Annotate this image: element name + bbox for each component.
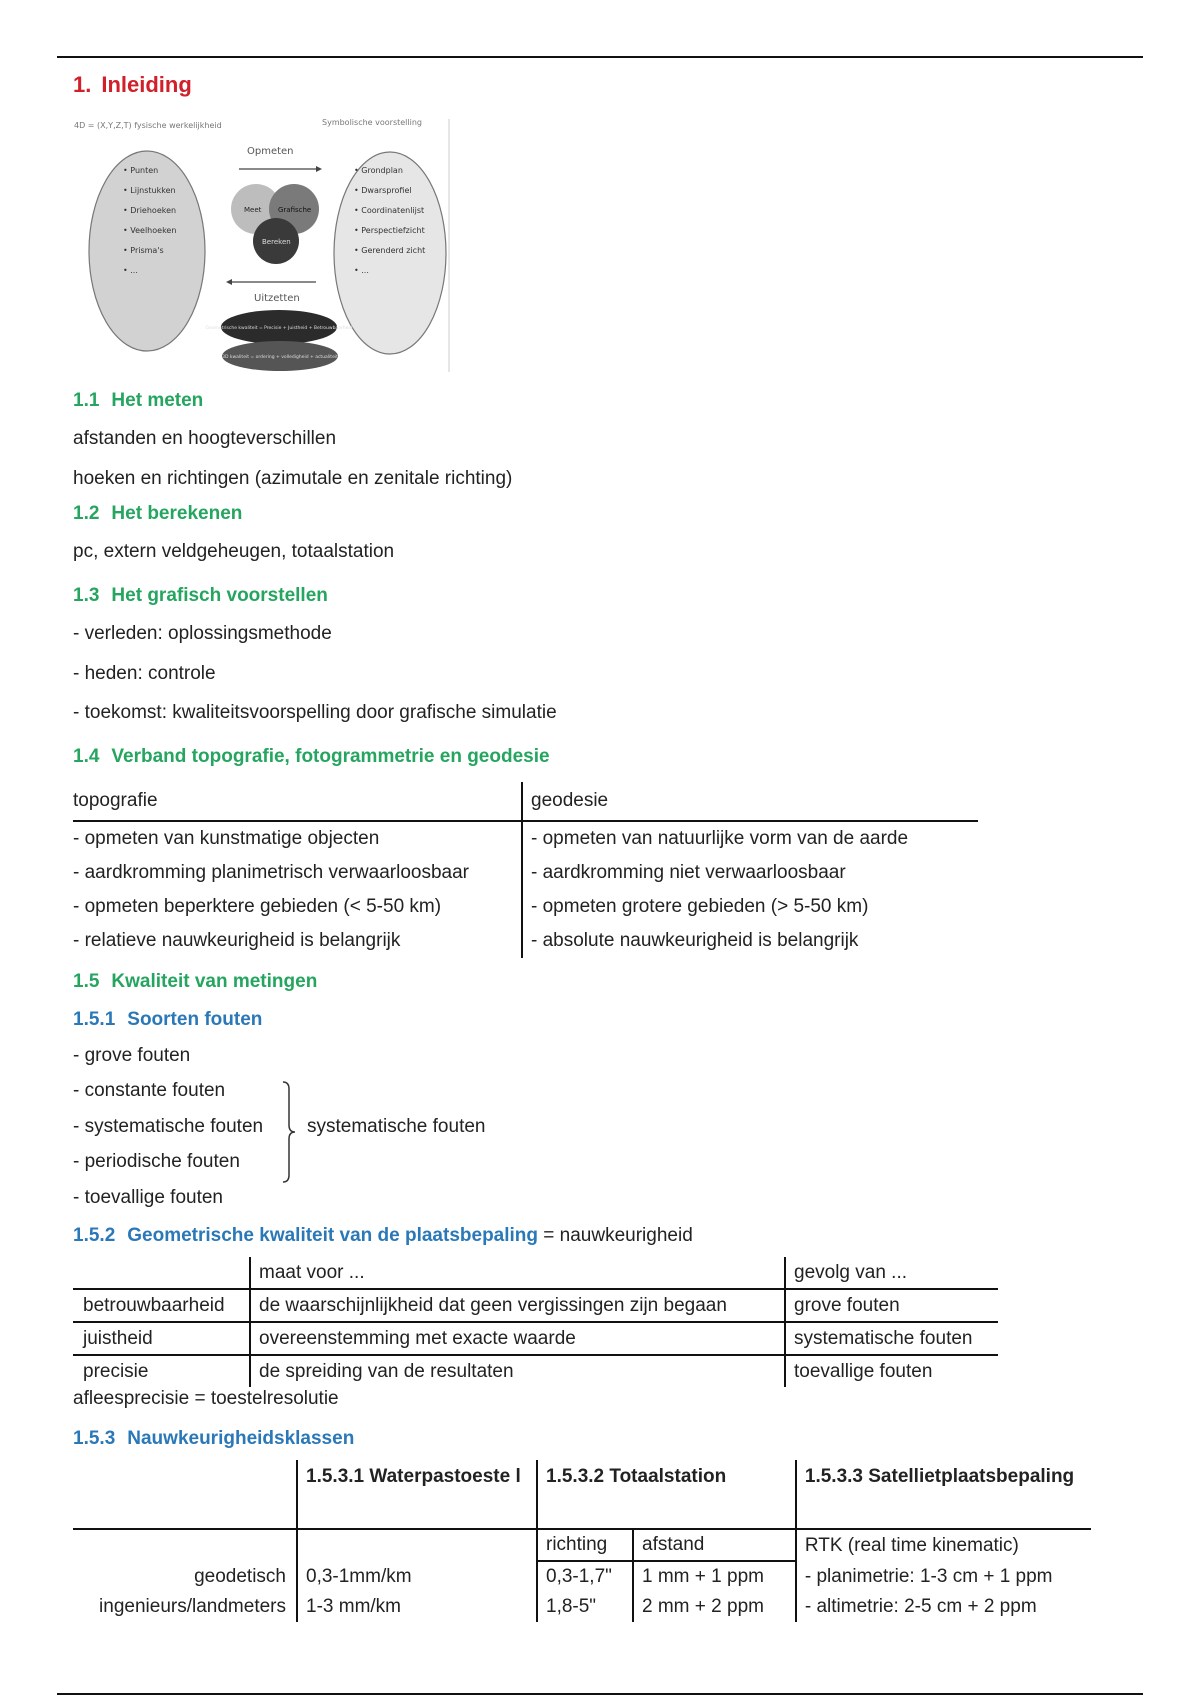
table-cell: betrouwbaarheid — [73, 1289, 250, 1322]
svg-text:Geometrische kwaliteit = Preci: Geometrische kwaliteit = Precisie + Juistheid + Betrouwbaarheid — [205, 326, 353, 331]
list-item: - grove fouten — [73, 1045, 191, 1066]
heading-1-5-1: 1.5.1 Soorten fouten — [73, 1009, 263, 1030]
heading-1-1: 1.1 Het meten — [73, 390, 204, 411]
table-header: 1.5.3.1 Waterpastoeste l — [297, 1460, 537, 1529]
heading-1-5-2: 1.5.2 Geometrische kwaliteit van de plaatsbepaling = nauwkeurigheid — [73, 1225, 693, 1246]
heading-1: 1. Inleiding — [73, 72, 192, 97]
table-cell: - aardkromming planimetrisch verwaarloosbaar — [73, 862, 469, 883]
nauwkeurigheidsklassen-table — [73, 1460, 1091, 1622]
diagram-top-left-label: 4D = (X,Y,Z,T) fysische werkelijkheid — [74, 121, 222, 130]
heading-1-5-3: 1.5.3 Nauwkeurigheidsklassen — [73, 1428, 355, 1449]
svg-text:3D kwaliteit = ordering + voll: 3D kwaliteit = ordering + volledigheid + actualiteit — [222, 355, 338, 360]
table-cell: overeenstemming met exacte waarde — [250, 1322, 785, 1355]
table-header — [73, 1257, 250, 1289]
table-cell: - opmeten beperktere gebieden (< 5-50 km) — [73, 896, 442, 917]
table-header: topografie — [73, 782, 522, 821]
table-cell: ingenieurs/landmeters — [99, 1596, 286, 1617]
brace-label: systematische fouten — [307, 1116, 486, 1137]
left-item: • Veelhoeken — [123, 226, 177, 235]
right-item: • Gerenderd zicht — [354, 246, 426, 255]
table-cell: juistheid — [73, 1322, 250, 1355]
text-line: afstanden en hoogteverschillen — [73, 428, 337, 449]
right-item: • Coordinatenlijst — [354, 206, 425, 215]
table-cell: - aardkromming niet verwaarloosbaar — [522, 856, 978, 890]
top-rule — [57, 56, 1143, 58]
table-cell: - opmeten van natuurlijke vorm van de aarde — [522, 821, 978, 856]
table-cell: 0,3-1,7" — [537, 1561, 633, 1592]
table-row — [73, 1592, 1091, 1622]
table-cell: - opmeten grotere gebieden (> 5-50 km) — [522, 890, 978, 924]
table-row — [73, 1355, 998, 1387]
table-cell: - altimetrie: 2-5 cm + 2 ppm — [796, 1592, 1091, 1622]
table-cell: grove fouten — [785, 1289, 998, 1322]
table-row — [73, 1561, 1091, 1592]
heading-1-2: 1.2 Het berekenen — [73, 503, 243, 524]
list-item: - toevallige fouten — [73, 1187, 223, 1208]
table-row — [73, 1289, 998, 1322]
table-cell: toevallige fouten — [785, 1355, 998, 1387]
right-item: • ... — [354, 266, 369, 275]
list-item: - periodische fouten — [73, 1151, 240, 1172]
table-row — [73, 890, 978, 924]
table-cell: 0,3-1mm/km — [297, 1561, 537, 1592]
table-cell: precisie — [83, 1360, 149, 1382]
table-cell: - planimetrie: 1-3 cm + 1 ppm — [796, 1561, 1091, 1592]
bottom-rule — [57, 1693, 1143, 1695]
right-item: • Dwarsprofiel — [354, 186, 412, 195]
table-cell: systematische fouten — [785, 1322, 998, 1355]
list-item: - constante fouten — [73, 1080, 226, 1101]
left-item: • Punten — [123, 166, 159, 175]
text-line: afleesprecisie = toestelresolutie — [73, 1388, 339, 1409]
text-line: - heden: controle — [73, 663, 216, 684]
table-subheader: richting — [537, 1529, 633, 1561]
table-row — [73, 821, 978, 856]
svg-text:Bereken: Bereken — [262, 238, 291, 246]
measurement-diagram — [72, 115, 457, 372]
table-header: geodesie — [522, 782, 978, 821]
right-item: • Grondplan — [354, 166, 403, 175]
table-header: gevolg van ... — [785, 1257, 998, 1289]
table-subheader: afstand — [633, 1529, 796, 1561]
table-cell: 1,8-5" — [537, 1592, 633, 1622]
table-cell: - opmeten van kunstmatige objecten — [73, 828, 380, 849]
table-cell: 1 mm + 1 ppm — [633, 1561, 796, 1592]
table-row — [73, 924, 978, 958]
svg-text:Meet: Meet — [244, 206, 262, 214]
table-cell: de spreiding van de resultaten — [250, 1355, 785, 1387]
table-cell: geodetisch — [194, 1565, 286, 1587]
left-item: • ... — [123, 266, 138, 275]
left-item: • Prisma's — [123, 246, 164, 255]
table-row — [73, 856, 978, 890]
right-item: • Perspectiefzicht — [354, 226, 425, 235]
text-line: hoeken en richtingen (azimutale en zenitale richting) — [73, 468, 513, 489]
table-cell: 2 mm + 2 ppm — [633, 1592, 796, 1622]
topografie-geodesie-table — [73, 782, 978, 958]
table-cell: - relatieve nauwkeurigheid is belangrijk — [73, 930, 401, 951]
kwaliteit-table — [73, 1257, 998, 1387]
heading-1-4: 1.4 Verband topografie, fotogrammetrie en geodesie — [73, 746, 550, 767]
table-cell: de waarschijnlijkheid dat geen vergissingen zijn begaan — [250, 1289, 785, 1322]
table-header: 1.5.3.3 Satellietplaatsbepaling — [796, 1460, 1091, 1529]
left-item: • Lijnstukken — [123, 186, 176, 195]
text-line: - verleden: oplossingsmethode — [73, 623, 332, 644]
curly-brace-icon — [280, 1080, 300, 1184]
table-subheader: RTK (real time kinematic) — [796, 1529, 1091, 1561]
table-row — [73, 1322, 998, 1355]
text-line: pc, extern veldgeheugen, totaalstation — [73, 541, 395, 562]
table-cell: - absolute nauwkeurigheid is belangrijk — [522, 924, 978, 958]
heading-1-5: 1.5 Kwaliteit van metingen — [73, 971, 318, 992]
table-header: maat voor ... — [250, 1257, 785, 1289]
left-item: • Driehoeken — [123, 206, 177, 215]
svg-text:Grafische: Grafische — [278, 206, 312, 214]
diagram-top-right-label: Symbolische voorstelling — [322, 118, 422, 127]
table-header: 1.5.3.2 Totaalstation — [537, 1460, 796, 1529]
opmeten-label: Opmeten — [247, 146, 294, 157]
text-line: - toekomst: kwaliteitsvoorspelling door grafische simulatie — [73, 702, 557, 723]
uitzetten-label: Uitzetten — [254, 293, 300, 304]
list-item: - systematische fouten — [73, 1116, 264, 1137]
heading-1-3: 1.3 Het grafisch voorstellen — [73, 585, 328, 606]
table-cell: 1-3 mm/km — [297, 1592, 537, 1622]
